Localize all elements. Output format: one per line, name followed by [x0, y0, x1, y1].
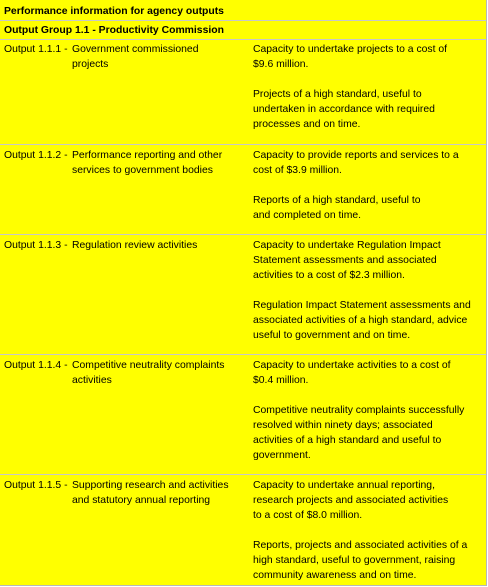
measure-line: Reports of a high standard, useful to [253, 195, 421, 206]
measure-line: $9.6 million. [253, 59, 309, 70]
output-code: Output 1.1.2 - [4, 150, 68, 161]
row-divider [0, 39, 486, 40]
output-name-line: Competitive neutrality complaints [72, 360, 225, 371]
output-name-line: Performance reporting and other [72, 150, 223, 161]
measure-line: activities to a cost of $2.3 million. [253, 270, 405, 281]
measure-line: Capacity to undertake Regulation Impact [253, 240, 441, 251]
output-name-line: services to government bodies [72, 165, 213, 176]
output-group-heading: Output Group 1.1 - Productivity Commission [4, 25, 224, 36]
measure-line: research projects and associated activities [253, 495, 449, 506]
output-name-line: activities [72, 375, 112, 386]
output-name-line: Regulation review activities [72, 240, 198, 251]
measure-line: Projects of a high standard, useful to [253, 89, 422, 100]
measure-line: resolved within ninety days; associated [253, 420, 433, 431]
measure-line: cost of $3.9 million. [253, 165, 342, 176]
measure-line: community awareness and on time. [253, 570, 417, 581]
measure-line: processes and on time. [253, 119, 361, 130]
output-name-line: Supporting research and activities [72, 480, 229, 491]
output-code: Output 1.1.4 - [4, 360, 68, 371]
measure-line: associated activities of a high standard, advice [253, 315, 468, 326]
row-divider [0, 144, 486, 145]
table-title: Performance information for agency outputs [4, 6, 224, 17]
measure-line: undertaken in accordance with required [253, 104, 435, 115]
output-name-line: projects [72, 59, 109, 70]
measure-line: activities of a high standard and useful to [253, 435, 442, 446]
measure-line: Statement assessments and associated [253, 255, 437, 266]
output-name-line: Government commissioned [72, 44, 199, 55]
measure-line: Competitive neutrality complaints successfully [253, 405, 465, 416]
measure-line: Capacity to undertake activities to a cost of [253, 360, 451, 371]
row-divider [0, 354, 486, 355]
output-code: Output 1.1.5 - [4, 480, 68, 491]
row-divider [0, 234, 486, 235]
measure-line: high standard, useful to government, raising [253, 555, 456, 566]
measure-line: Capacity to undertake projects to a cost of [253, 44, 448, 55]
measure-line: to a cost of $8.0 million. [253, 510, 363, 521]
row-divider [0, 474, 486, 475]
output-code: Output 1.1.1 - [4, 44, 68, 55]
measure-line: $0.4 million. [253, 375, 309, 386]
measure-line: Capacity to provide reports and services to a [253, 150, 459, 161]
measure-line: Regulation Impact Statement assessments and [253, 300, 471, 311]
measure-line: government. [253, 450, 311, 461]
measure-line: and completed on time. [253, 210, 362, 221]
measure-line: Reports, projects and associated activities of a [253, 540, 468, 551]
output-name-line: and statutory annual reporting [72, 495, 211, 506]
measure-line: useful to government and on time. [253, 330, 411, 341]
row-divider [0, 20, 486, 21]
measure-line: Capacity to undertake annual reporting, [253, 480, 435, 491]
output-code: Output 1.1.3 - [4, 240, 68, 251]
